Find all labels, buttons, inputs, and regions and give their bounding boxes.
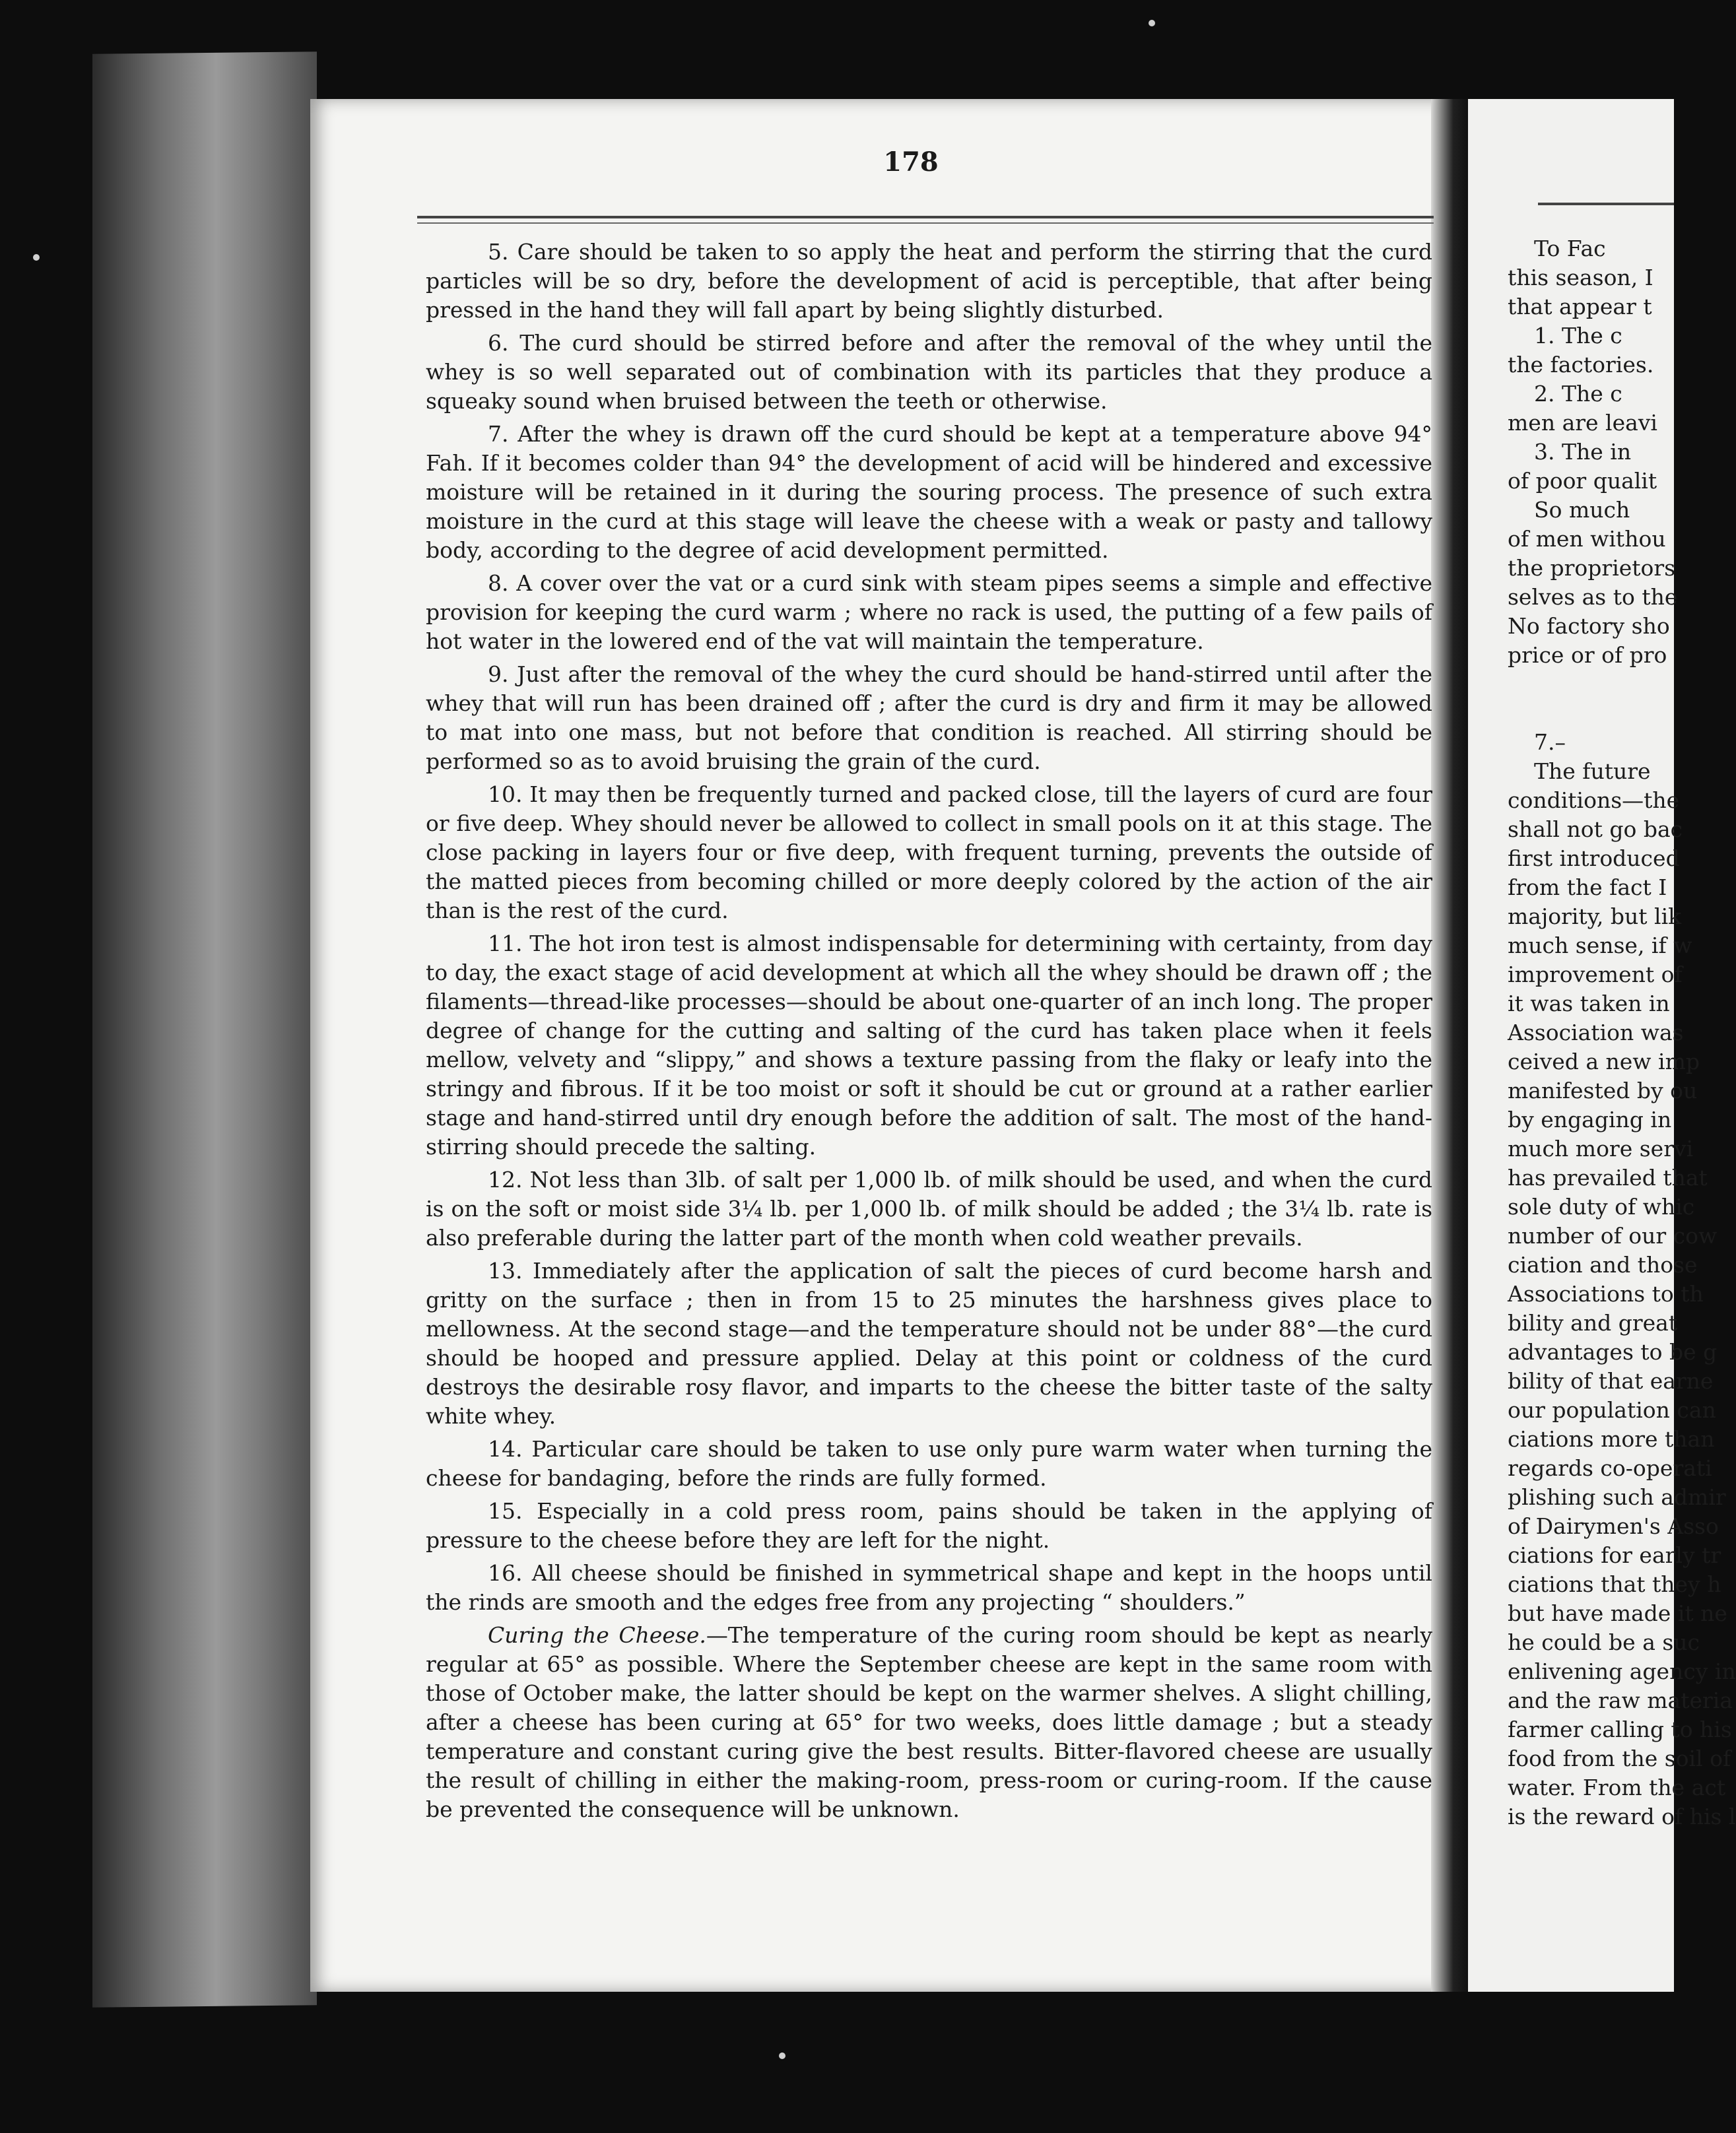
right-fragment-line: water. From the act — [1508, 1775, 1726, 1800]
paragraph-6: 6. The curd should be stirred before and after the removal of the whey until the whey is so well separated out of combination with its particles that they produce a squeaky sound when bruised between the teeth or otherwise. — [426, 330, 1432, 414]
header-rule — [417, 216, 1434, 218]
right-fragment-line: of poor qualit — [1508, 468, 1657, 494]
right-fragment-line: of Dairymen's Asso — [1508, 1513, 1719, 1539]
dust-speck — [779, 2052, 785, 2059]
right-fragment-line: is the reward of his l — [1508, 1804, 1736, 1829]
right-fragment-line: price or of pro — [1508, 642, 1667, 668]
right-fragment-line: shall not go bac — [1508, 816, 1683, 842]
paragraph-12: 12. Not less than 3lb. of salt per 1,000 lb. of milk should be used, and when the curd is on the soft or moist side 3¼ lb. per 1,000 lb. of milk should be added ; the 3¼ lb. rate is also preferable during the latter part of the month when cold weather prevails. — [426, 1167, 1432, 1251]
right-fragment-line: ciation and those — [1508, 1252, 1698, 1278]
right-fragment-line: So much — [1534, 497, 1630, 523]
right-fragment-line: 7.– — [1534, 729, 1566, 755]
right-fragment-line: from the fact I — [1508, 874, 1667, 900]
right-fragment-line: food from the soil of — [1508, 1746, 1731, 1771]
paragraph-5: 5. Care should be taken to so apply the heat and perform the stirring that the curd particles will be so dry, before the development of acid is perceptible, that after being pressed in the hand they will fall apart by being slightly disturbed. — [426, 239, 1432, 323]
paragraph-10: 10. It may then be frequently turned and packed close, till the layers of curd are four or five deep. Whey should never be allowed to collect in small pools on it at this stage. The close packing in layers four or five deep, with frequent turning, prevents the outside of the matted pieces from becoming chilled or more deeply colored by the action of the air than is the rest of the curd. — [426, 781, 1432, 923]
right-fragment-line: of men withou — [1508, 526, 1666, 552]
right-fragment-line: ciations for early tr — [1508, 1542, 1721, 1568]
header-rule-thin — [417, 222, 1434, 224]
right-fragment-line: The future — [1534, 758, 1651, 784]
right-fragment-line: advantages to be g — [1508, 1339, 1718, 1365]
right-fragment-line: our population can — [1508, 1397, 1716, 1423]
right-fragment-line: bility of that earne — [1508, 1368, 1714, 1394]
right-fragment-line: much more servi — [1508, 1136, 1694, 1162]
book-page-edges — [92, 51, 317, 2008]
right-fragment-line: men are leavi — [1508, 410, 1657, 436]
right-fragment-line: 2. The c — [1534, 381, 1622, 407]
book-gutter — [1431, 99, 1468, 1992]
right-fragment-line: Association was — [1508, 1020, 1684, 1045]
paragraph-16: 16. All cheese should be finished in symmetrical shape and kept in the hoops until the rinds are smooth and the edges free from any projecting “ shoulders.” — [426, 1560, 1432, 1615]
right-fragment-line: enlivening agency in — [1508, 1658, 1736, 1684]
right-fragment-line: he could be a suc — [1508, 1629, 1700, 1655]
left-text-column — [426, 238, 1432, 1828]
right-fragment-line: No factory sho — [1508, 613, 1670, 639]
right-fragment-line: farmer calling to his — [1508, 1717, 1732, 1742]
right-fragment-line: Associations to th — [1508, 1281, 1704, 1307]
page-number: 178 — [883, 147, 939, 178]
right-fragment-line: majority, but lik — [1508, 903, 1682, 929]
right-fragment-line: number of our cow — [1508, 1223, 1718, 1249]
right-fragment-line: regards co-operati — [1508, 1455, 1712, 1481]
curing-heading: Curing the Cheese. — [488, 1622, 706, 1648]
curing-paragraph — [426, 1621, 1432, 1824]
curing-text: —The temperature of the curing room should be kept as nearly regular at 65° as possible. Where the September cheese are kept in the same room with those of October make, the latter should be kept on the warmer shelves. A slight chilling, after a cheese has been curing at 65° for two weeks, does little damage ; but a steady temperature and constant curing give the best results. Bitter-flavored cheese are usually the result of chilling in either the making-room, press-room or curing-room. If the cause be prevented the consequence will be unknown. — [426, 1622, 1432, 1822]
right-fragment-line: manifested by ou — [1508, 1078, 1698, 1103]
right-fragment-line: has prevailed that — [1508, 1165, 1708, 1191]
paragraph-15: 15. Especially in a cold press room, pains should be taken in the applying of pressure to the cheese before they are left for the night. — [426, 1498, 1432, 1553]
right-fragment-line: 1. The c — [1534, 323, 1622, 348]
right-text-fragments — [1508, 234, 1736, 1831]
right-fragment-line: it was taken in — [1508, 991, 1670, 1016]
paragraph-8: 8. A cover over the vat or a curd sink with steam pipes seems a simple and effective provision for keeping the curd warm ; where no rack is used, the putting of a few pails of hot water in the lowered end of the vat will maintain the temperature. — [426, 570, 1432, 654]
right-fragment-line: 3. The in — [1534, 439, 1632, 465]
right-fragment-line: that appear t — [1508, 294, 1652, 319]
dust-speck — [1149, 20, 1155, 26]
right-fragment-line: improvement of — [1508, 962, 1683, 987]
right-fragment-line: and the raw materia — [1508, 1688, 1733, 1713]
paragraph-7: 7. After the whey is drawn off the curd should be kept at a temperature above 94° Fah. If it becomes colder than 94° the development of acid will be hindered and excessive moisture will be retained in it during the souring process. The presence of such extra moisture in the curd at this stage will leave the cheese with a weak or pasty and tallowy body, according to the degree of acid development permitted. — [426, 421, 1432, 563]
paragraph-13: 13. Immediately after the application of salt the pieces of curd become harsh and gritty on the surface ; then in from 15 to 25 minutes the harshness gives place to mellowness. At the second stage—and the temperature should not be under 88°—the curd should be hooped and pressure applied. Delay at this point or coldness of the curd destroys the desirable rosy flavor, and imparts to the cheese the bitter taste of the salty white whey. — [426, 1258, 1432, 1429]
right-fragment-line: plishing such admir — [1508, 1484, 1726, 1510]
right-fragment-line: but have made it ne — [1508, 1600, 1727, 1626]
right-fragment-line: ciations that they h — [1508, 1571, 1721, 1597]
right-fragment-line: To Fac — [1534, 236, 1606, 261]
right-fragment-line: the proprietors — [1508, 555, 1676, 581]
right-fragment-line: conditions—the — [1508, 787, 1680, 813]
paragraph-11: 11. The hot iron test is almost indispensable for determining with certainty, from day to day, the exact stage of acid development at which all the whey should be drawn off ; the filaments—thread-like processes—should be about one-quarter of an inch long. The proper degree of change for the cutting and salting of the curd has taken place when it feels mellow, velvety and “slippy,” and shows a texture passing from the flaky or leafy into the stringy and fibrous. If it be too moist or soft it should be cut or ground at a rather earlier stage and hand-stirred until dry enough before the addition of salt. The most of the hand-stirring should precede the salting. — [426, 931, 1432, 1160]
dust-speck — [33, 254, 40, 261]
right-fragment-line: bility and great — [1508, 1310, 1678, 1336]
right-fragment-line: selves as to the — [1508, 584, 1678, 610]
right-fragment-line: ceived a new imp — [1508, 1049, 1700, 1074]
right-fragment-line: ciations more than — [1508, 1426, 1715, 1452]
right-header-rule — [1538, 203, 1674, 205]
right-fragment-line: this season, I — [1508, 265, 1653, 290]
right-fragment-line: the factories. — [1508, 352, 1654, 377]
right-fragment-line: by engaging in — [1508, 1107, 1672, 1132]
paragraph-14: 14. Particular care should be taken to use only pure warm water when turning the cheese for bandaging, before the rinds are fully formed. — [426, 1436, 1432, 1491]
right-fragment-line — [1508, 699, 1692, 728]
right-fragment-line: sole duty of whic — [1508, 1194, 1695, 1220]
right-fragment-line — [1508, 670, 1692, 699]
paragraph-9: 9. Just after the removal of the whey the curd should be hand-stirred until after the whey that will run has been drained off ; after the curd is dry and firm it may be allowed to mat into one mass, but not before that condition is reached. All stirring should be performed so as to avoid bruising the grain of the curd. — [426, 661, 1432, 774]
right-fragment-line: first introduced — [1508, 845, 1680, 871]
right-fragment-line: much sense, if w — [1508, 933, 1692, 958]
